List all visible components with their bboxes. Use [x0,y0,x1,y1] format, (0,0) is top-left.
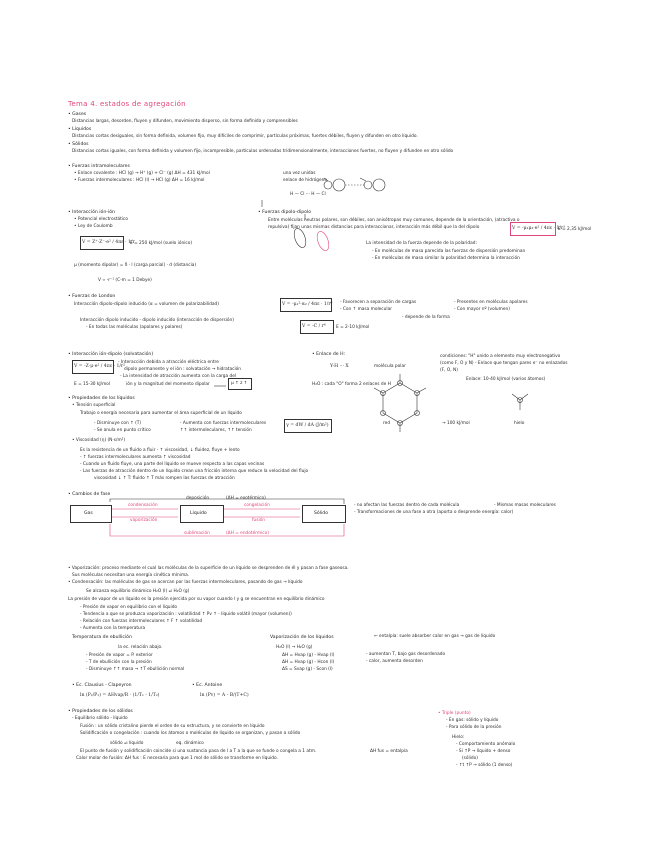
london-energy: E = 2-10 kJ/mol [336,325,370,330]
antoine-heading: • Ec. Antoine [192,683,223,688]
hbond-cond-3: (F, O, N) [440,368,458,373]
dipole-dipole-text-2: repulsiva) fijan unas mismas distancias para interaccionar, interacción más débil que la del dipolo [268,225,480,230]
exothermic-label: (ΔH = exotérmico) [226,496,266,501]
boiling-temp-1: - Presión de vapor = P. exterior [86,653,153,658]
surface-tension-eq: γ = dW / dA (J/m²) [286,423,329,428]
dipole-dipole-heading: • Fuerzas dipolo-dipolo [258,210,312,215]
solid-props-heading: • Propiedades de los sólidos [68,709,133,714]
covalent-line: • Enlace covalente : HCl (g) → H⁺ (g) + Cl⁻ (g) ΔH = 431 kJ/mol [74,171,210,176]
dipole-molecule-diagram [292,214,331,252]
clausius-equation: ln (P₂/P₁) = ΔHvap/R · (1/T₁ - 1/T₂) [80,693,160,698]
solid-liquid-eq: sólido ⇌ líquido [110,741,144,746]
boiling-temp-heading: Temperatura de ebullición [72,635,132,640]
electrostatic-line: • Potencial electrostático [74,217,129,222]
debye-line: V ∝ -r⁻¹ (C-m = 1 Debye) [98,278,152,283]
dipole-energy: E = 2,35 kJ/mol [558,227,592,232]
ice-note-1: - Comportamiento anómalo [456,742,516,747]
ion-ion-heading: • Interacción ión-ión [68,210,115,215]
hbond-eq: Y-H ··· X [330,364,349,369]
gases-heading: • Gases [68,112,87,117]
liquids-heading: • Líquidos [68,127,92,132]
coulomb-line: • Ley de Coulomb [74,224,113,229]
molar-heat-line: Calor molar de fusión: ΔH fus : E necesaria para que 1 mol de sólido se transforme en líquido. [76,756,278,761]
hcl-molecule-diagram [324,178,385,191]
boiling-temp-3: - Disminuye ↑↑ masa → ↑T ebullición normal [86,667,185,672]
mu-z-text: μ ↑ z ↑ [231,381,248,386]
hbond-polar: molécula polar [374,364,406,369]
surface-tension-2: - Disminuye con ↑ (T) [94,421,142,426]
fusion-def: Fusión : un sólido cristalino pierde el orden de su estructura, y se convierte en líquido [80,724,265,729]
dipole-moment-line: μ (momento dipolar) = δ · l (carga parcial) · d (distancia) [74,263,197,268]
vaporization-label: vaporización [130,518,158,523]
vaporization-def-2: Sus moléculas necesitan una energía cinética mínima. [72,573,190,578]
viscosity-3: - Cuando un fluido fluye, una parte del líquido se mueve respecto a las capas vecinas [80,462,265,467]
london-line-2: Interacción dipolo inducido - dipolo inducido (interacción de dispersión) [80,318,234,323]
london-note-5: - depende de la forma [402,315,450,320]
clausius-heading: • Ec. Clausius - Clapeyron [72,683,132,688]
vapor-pressure-2: - Tendencia a que se produzca vaporización : volatilidad ↑ Pv ↑ - líquido volátil (mayor (volumen)) [80,612,292,617]
phase-change-arrows [110,499,344,536]
viscosity-heading: • Viscosidad (η) (N·s/m²) [72,438,126,443]
boiling-temp-note: la ec. relación abajo. [118,645,163,650]
vap-eq-4: ΔS = Svap (g) - Scon (l) [282,667,333,672]
hbond-heading: • Enlace de H: [312,352,346,357]
boiling-temp-2: - T de ebullición con la presión [86,660,152,665]
hbond-ice-label: hielo [514,421,525,426]
hcl-bar-label: H — Cl ··· H — Cl [290,192,326,197]
phase-note-2: - Transformaciones de una fase a otra (aporta o desprende energía: calor) [354,510,514,515]
viscosity-1: Es la resistencia de un fluido a fluir - ↑ viscosidad, ↓ fluidez, fluye + lento [80,448,240,453]
vap-note-2: - calor, aumenta desorden [366,659,423,664]
vap-note-1: - aumentan T, bajo gas desordenado [366,652,446,657]
london-note-3: - Presentes en moléculas apolares [454,300,528,305]
antoine-equation: ln (Pv) = A - B/(T+C) [200,693,249,698]
solids-heading: • Sólidos [68,142,89,147]
hbond-energy: Enlace: 10-40 kJ/mol (varios átomos) [466,377,546,382]
london-line-1: Interacción dipolo-dipolo inducido (α = volumen de polarizabilidad) [74,302,219,307]
triple-point-heading: • Triple (punto) [438,711,471,716]
equilibrium-line: Se alcanza equilibrio dinámico H₂O (l) ⇌ H₂O (g) [86,589,190,594]
ion-dipole-note-4: ión y la magnitud del momento dipolar [126,382,210,387]
phase-note-1: - no afectan las fuerzas dentro de cada molécula [354,503,460,508]
ion-dipole-heading: • Interacción ión-dipolo (solvatación) [68,352,154,357]
london-note-4: - Con mayor nº (volumen) [454,307,510,312]
intramolecular-heading: • Fuerzas intramoleculares [68,164,130,169]
deposition-label: deposición [186,496,210,501]
liquid-label: Líquido [190,511,207,516]
london-line-3: - En todas las moléculas (apolares y polares) [86,325,183,330]
freezing-label: congelación [244,503,270,508]
polarity-note-3: - En moléculas de masa similar la polaridad determina la interacción [372,256,520,261]
surface-tension-5: ↑↑ intermoleculares, ↑↑ tensión [180,428,252,433]
hbond-arrow-label: → 100 kJ/mol [442,421,470,426]
condensation-label: condensación [128,503,158,508]
surface-tension-4: - Aumenta con fuerzas intermoleculares [180,421,267,426]
london-note-2: - Con ↑ masa molecular [340,307,392,312]
note-una-vez: una vez unidas [283,171,316,176]
phase-note-3: - Mismas masas moleculares [494,503,556,508]
hbond-red-label: red [383,421,391,426]
viscosity-4: - Las fuerzas de atracción dentro de un líquido crean una fricción interna que reduce la velocidad del flujo [80,469,309,474]
page-title: Tema 4. estados de agregación [68,100,186,108]
phase-changes-heading: • Cambios de fase [68,492,111,497]
ice-note-2: - Si ↑P → líquido + denso [456,749,511,754]
viscosity-2: - ↑ fuerzas intermoleculares aumenta ↑ viscosidad [80,455,191,460]
gases-text: Distancias largas, desorden, fluyen y difunden, movimiento disperso, sin forma definida y comprensibles [72,119,298,124]
ice-label: Hielo: [452,735,465,740]
fusion-point-line: El punto de fusión y solidificación coincide si una sustancia pasa de l a T a la que se funde o congela a 1 atm. [80,749,317,754]
ion-dipole-note-1: - Interacción debida a atracción eléctrica entre [118,360,219,365]
london-heading: • Fuerzas de London [68,294,116,299]
vap-eq-2: ΔH = Hvap (g) - Hvap (l) [282,653,335,658]
solids-text: Distancias cortas iguales, con forma definida y volumen fijo, incompresible, partículas ordenadas tridimensionalmente, interacciones fuertes, no fluyen y difunden en otro sólido [72,149,454,154]
solidification-def: Solidificación o congelación : cuando los átomos o moléculas de líquido se organizan, y pasan a sólido [80,731,301,736]
note-enlace-h: enlace de hidrógeno [283,178,327,183]
surface-tension-heading: • Tensión superficial [72,403,116,408]
dipole-equation: V = -μ₁μ₂·e² / 4πε · 1/r³ [512,226,565,231]
endothermic-label: (ΔH = endotérmico) [226,531,269,536]
ion-dipole-note-3: - La intensidad de atracción aumenta con la carga del [120,374,237,379]
condensation-def: • Condensación: las moléculas de gas se acercan por las fuerzas intermoleculares, pasando de gas → líquido [68,580,303,585]
surface-tension-1: Trabajo o energía necesaria para aumentar el área superficial de un líquido [80,411,242,416]
london-eq1: V = -μ₁²·α₂ / 4πε · 1/r⁶ [282,302,333,307]
london-note-1: - Favorecen a separación de cargas [340,300,417,305]
hbond-water: H₂O : cada "O" forma 2 enlaces de H [312,382,391,387]
ice-note-4: - ↑t ↑P → sólido (1 denso) [456,763,513,768]
ice-note-3: (sólido) [462,756,478,761]
fusion-enthalpy-label: ΔH fus = entalpía [370,749,408,754]
triple-point-1: - En gas: sólido y líquido [446,718,499,723]
vapor-pressure-4: - Aumenta con la temperatura [80,626,146,631]
hbond-cond-2: (como F, O y N) - Enlace que tengan pares e⁻ no enlazados [440,361,568,366]
triple-point-2: - Para sólido de la presión [446,725,502,730]
vap-liquids-note: ← entalpía: suele absorber calor en gas → gas de líquido [374,634,496,639]
coulomb-energy: E = 250 kJ/mol (suelo iónico) [130,241,193,246]
gas-label: Gas [84,511,93,516]
solid-label: Sólido [314,511,329,516]
fusion-label: fusión [252,518,266,523]
surface-tension-3: - Se anula en punto crítico [94,428,151,433]
coulomb-equation: V = Z⁺·Z⁻·e² / 4πε · 1/r [82,240,135,245]
vaporization-def-1: • Vaporización: proceso mediante el cual las moléculas de la superficie de un líquido se desprenden de él y pasan a fase gaseosa. [68,566,349,571]
vapor-pressure-def: La presión de vapor de un líquido es la presión ejercida por su vapor cuando l y g se encuentran en equilibrio dinámico [68,597,325,602]
london-eq2: V = -C / r⁶ [302,324,326,329]
vapor-pressure-3: - Relación con fuerzas intermoleculares ↑ F ↑ volatilidad [80,619,203,624]
dipole-dipole-text-1: Entre moléculas neutras polares, son débiles, son anisótropas muy comunes, depende de la orientación, (atractiva o [268,218,520,223]
polarity-note-2: - En moléculas de masa parecida las fuerzas de dispersión predominan [372,249,526,254]
water-network-diagram [374,374,426,432]
solid-liquid-heading: - Equilibrio sólido - líquido [72,716,128,721]
liquid-props-heading: • Propiedades de los líquidos [68,396,135,401]
ion-dipole-equation: V = -Z·μ·e² / 4πε · 1/r² [74,364,125,369]
dynamic-eq-label: eq. dinámico [176,741,204,746]
vap-eq-3: ΔH = Hvap (g) - Hcon (l) [282,660,335,665]
hbond-cond-1: condiciones: "H" unido a elemento muy electronegativo [440,354,561,359]
vap-liquids-heading: Vaporización de los líquidos [270,635,334,640]
viscosity-5: viscosidad ↓ ↑ T: fluido ↑ T más rompen las fuerzas de atracción [94,476,235,481]
liquids-text: Distancias cortas desiguales, sin forma definida, volumen fijo, muy difíciles de comprimir, partículas próximas, fuertes débiles, fluyen y difunden en otro líquido. [72,134,418,139]
polarity-note-1: La intensidad de la fuerza depende de la polaridad: [366,241,477,246]
vap-eq-1: H₂O (l) → H₂O (g) [276,645,313,650]
sublimation-label: sublimación [184,531,210,536]
ice-molecule-diagram [512,394,528,410]
intermolecular-line: • Fuerzas intermoleculares : HCl (l) → HCl (g) ΔH = 16 kJ/mol [74,178,205,183]
ion-dipole-energy: E = 15-30 kJ/mol [74,382,111,387]
ion-dipole-note-2: dipolo permanente y el ión : solvatación → hidratación [124,367,242,372]
vapor-pressure-1: - Presión de vapor en equilibrio con el líquido [80,605,178,610]
